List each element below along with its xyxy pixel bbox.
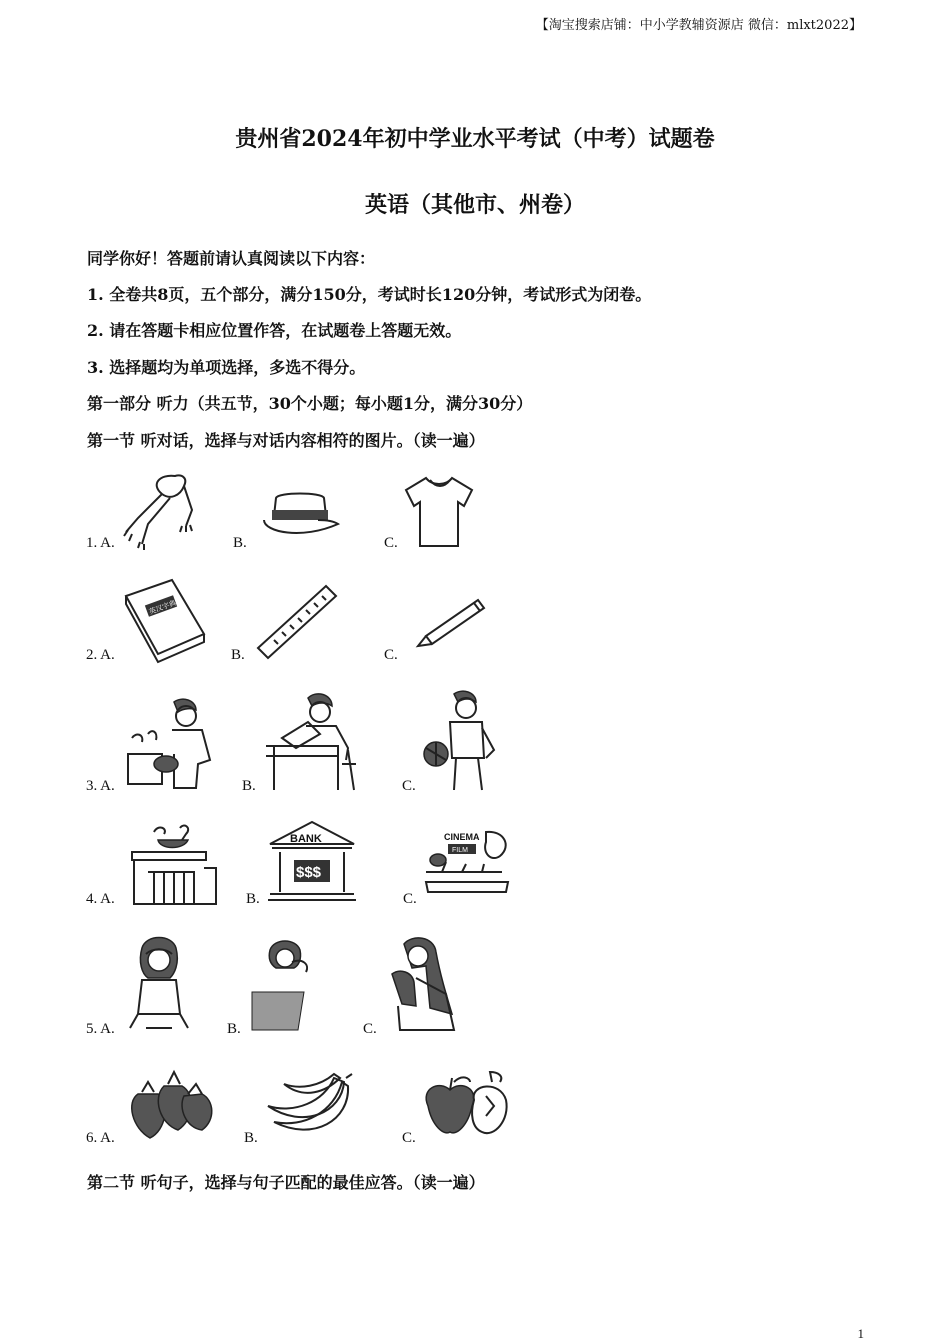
woman-coughing-icon [386, 934, 458, 1032]
instruction-2: 2. 请在答题卡相应位置作答，在试题卷上答题无效。 [87, 321, 462, 340]
part1-heading: 第一部分 听力（共五节，30个小题；每小题1分，满分30分） [87, 394, 533, 413]
scarf-icon [120, 470, 205, 550]
boy-reading-at-desk-icon [262, 690, 358, 792]
bank-sign-text: BANK [290, 833, 322, 845]
q3-option-a-label: 3. A. [86, 778, 115, 794]
bananas-icon [264, 1072, 358, 1144]
q4-option-b-label: B. [246, 891, 260, 907]
pencil-icon [412, 594, 488, 648]
q2-option-a-label: 2. A. [86, 647, 115, 663]
strawberries-icon [122, 1068, 218, 1142]
ruler-icon [254, 584, 340, 660]
girl-headache-icon [124, 934, 194, 1032]
q2-option-b-label: B. [231, 647, 245, 663]
boy-cooking-icon [122, 694, 216, 790]
q5-option-b-label: B. [227, 1021, 241, 1037]
hat-icon [262, 488, 342, 546]
boy-with-basketball-icon [420, 688, 506, 792]
page-number: 1 [857, 1326, 864, 1341]
q1-option-a-label: 1. A. [86, 535, 115, 551]
q4-option-a-label: 4. A. [86, 891, 115, 907]
t-shirt-icon [404, 474, 476, 550]
q6-option-a-label: 6. A. [86, 1130, 115, 1146]
instruction-greeting: 同学你好！答题前请认真阅读以下内容： [87, 249, 376, 268]
book-cover-text: 英汉字典 [148, 598, 178, 617]
q6-option-c-label: C. [402, 1130, 416, 1146]
instruction-3: 3. 选择题均为单项选择，多选不得分。 [87, 358, 366, 377]
bank-money-text: $$$ [296, 864, 322, 881]
section2-heading: 第二节 听句子，选择与句子匹配的最佳应答。（读一遍） [87, 1173, 485, 1192]
cinema-icon [422, 826, 514, 902]
girl-toothache-icon [248, 936, 320, 1032]
cinema-sign-text: CINEMA [444, 832, 480, 842]
q6-option-b-label: B. [244, 1130, 258, 1146]
page-subtitle: 英语（其他市、州卷） [364, 192, 585, 218]
film-sign-text: FILM [452, 847, 468, 854]
q4-option-c-label: C. [403, 891, 417, 907]
apples-icon [420, 1070, 514, 1142]
q1-option-c-label: C. [384, 535, 398, 551]
bank-building-icon [266, 820, 358, 904]
q5-option-c-label: C. [363, 1021, 377, 1037]
q3-option-b-label: B. [242, 778, 256, 794]
section1-heading: 第一节 听对话，选择与对话内容相符的图片。（读一遍） [87, 431, 485, 450]
instruction-1: 1. 全卷共8页，五个部分，满分150分，考试时长120分钟，考试形式为闭卷。 [87, 285, 652, 304]
shop-building-icon [124, 822, 218, 906]
q2-option-c-label: C. [384, 647, 398, 663]
header-note: 【淘宝搜索店铺：中小学教辅资源店 微信：mlxt2022】 [535, 18, 862, 33]
q1-option-b-label: B. [233, 535, 247, 551]
q5-option-a-label: 5. A. [86, 1021, 115, 1037]
dictionary-book-icon [122, 576, 208, 660]
q3-option-c-label: C. [402, 778, 416, 794]
page-title: 贵州省2024年初中学业水平考试（中考）试题卷 [235, 126, 715, 152]
